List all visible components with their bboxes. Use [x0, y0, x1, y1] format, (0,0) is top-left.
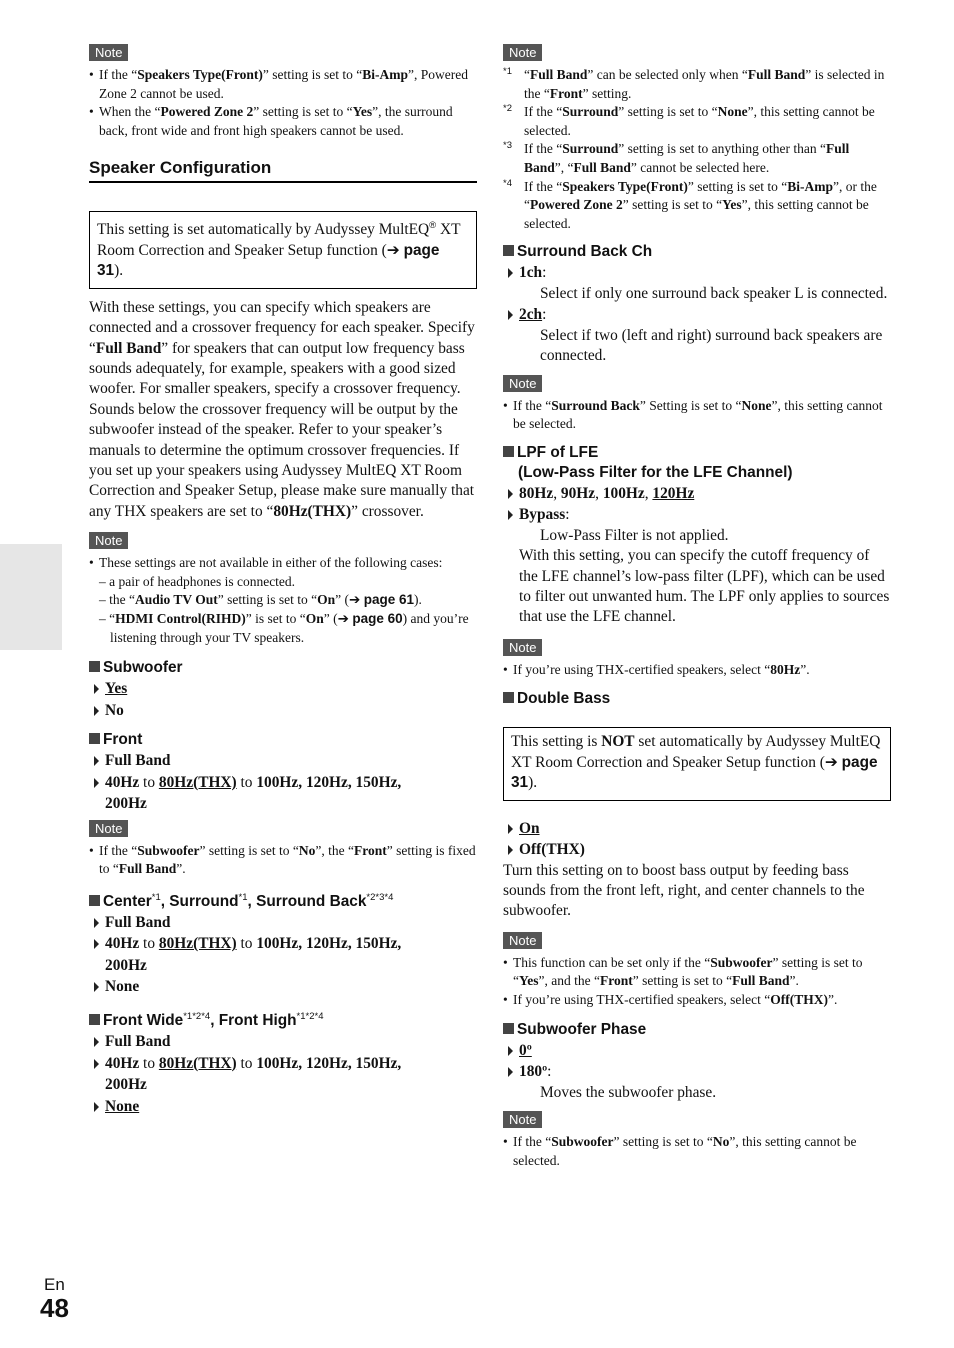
left-column [89, 44, 477, 1117]
square-bullet-icon [89, 661, 100, 672]
page-link[interactable]: page 31 [511, 753, 878, 792]
note-subitem: – “HDMI Control(RIHD)” is set to “On” (➔ page 60) and you’re listening through your TV speakers. [99, 610, 469, 645]
double-bass-setting [503, 689, 891, 921]
square-bullet-icon [89, 895, 100, 906]
setting-title: Double Bass [503, 689, 891, 709]
page-link[interactable]: page 31 [97, 241, 440, 280]
auto-setting-box: This setting is set automatically by Audyssey MultEQ® XT Room Correction and Speaker Setup function (➔ page 31). [89, 211, 477, 288]
footnote-list [503, 66, 891, 233]
option-full-band[interactable]: Full Band [89, 750, 477, 772]
manual-setting-box: This setting is NOT set automatically by Audyssey MultEQ XT Room Correction and Speaker Setup function (➔ page 31). [503, 727, 891, 800]
page-link[interactable]: page 61 [363, 592, 415, 608]
option-none[interactable]: None [89, 1096, 477, 1118]
note-item: • If the “Subwoofer” setting is set to “No”, the “Front” setting is fixed to “Full Band”. [89, 842, 477, 879]
page-link[interactable]: page 60 [352, 610, 403, 626]
option-0-degree[interactable]: 0º [503, 1040, 891, 1062]
square-bullet-icon [89, 733, 100, 744]
arrow-icon: ➔ [386, 241, 400, 259]
note-list [503, 954, 891, 1010]
note-subitem: – the “Audio TV Out” setting is set to “On” (➔ page 61). [99, 592, 422, 608]
square-bullet-icon [503, 1023, 514, 1034]
note-badge: Note [503, 44, 542, 61]
footnote: *2 If the “Surround” setting is set to “None”, this setting cannot be selected. [503, 103, 875, 138]
square-bullet-icon [89, 1014, 100, 1025]
front-setting [89, 730, 477, 815]
option-description: Select if two (left and right) surround back speakers are connected. [540, 326, 883, 365]
center-setting [89, 888, 477, 998]
option-frequency-list[interactable]: 80Hz, 90Hz, 100Hz, 120Hz [503, 483, 891, 505]
setting-title: Front [89, 730, 477, 750]
square-bullet-icon [503, 692, 514, 703]
setting-description: Turn this setting on to boost bass output by feeding bass sounds from the front left, right, and center channels to the subwoofer. [503, 861, 865, 920]
note-item: • If the “Speakers Type(Front)” setting is set to “Bi-Amp”, Powered Zone 2 cannot be used. [89, 66, 477, 103]
arrow-icon: ➔ [349, 592, 361, 608]
option-crossover-range[interactable]: 40Hz to 80Hz(THX) to 100Hz, 120Hz, 150Hz, 200Hz [89, 933, 477, 976]
front-wide-setting [89, 1007, 477, 1117]
note-item: • If you’re using THX-certified speakers, select “80Hz”. [503, 661, 891, 680]
note-list [89, 66, 477, 140]
option-crossover-range[interactable]: 40Hz to 80Hz(THX) to 100Hz, 120Hz, 150Hz, 200Hz [89, 772, 477, 815]
setting-description: With this setting, you can specify the cutoff frequency of the LFE channel’s low-pass filter (LPF), which can be used to filter out unwanted hum. The LPF only applies to sources that use the LFE channel. [519, 547, 890, 626]
page-language: En [44, 1275, 65, 1294]
option-description: Low-Pass Filter is not applied. [540, 526, 729, 544]
setting-title: LPF of LFE [503, 443, 891, 463]
right-column [503, 44, 891, 1170]
option-full-band[interactable]: Full Band [89, 912, 477, 934]
option-2ch[interactable]: 2ch: [503, 304, 891, 326]
subwoofer-setting [89, 658, 477, 721]
footnote: *1 “Full Band” can be selected only when “Full Band” is selected in the “Front” setting. [503, 66, 885, 101]
note-item: • These settings are not available in either of the following cases: [89, 554, 477, 573]
chapter-tab [0, 544, 62, 650]
lpf-of-lfe-setting [503, 443, 891, 628]
option-crossover-range[interactable]: 40Hz to 80Hz(THX) to 100Hz, 120Hz, 150Hz, 200Hz [89, 1053, 477, 1096]
note-badge: Note [89, 820, 128, 837]
option-off-thx[interactable]: Off(THX) [503, 839, 891, 861]
footnote: *4 If the “Speakers Type(Front)” setting is set to “Bi-Amp”, or the “Powered Zone 2” setting is set to “Yes”, this setting cannot be selected. [503, 177, 877, 231]
note-item: • This function can be set only if the “Subwoofer” setting is set to “Yes”, and the “Front” setting is set to “Full Band”. [503, 954, 891, 991]
option-no[interactable]: No [89, 700, 477, 722]
page-number: 48 [40, 1293, 69, 1323]
option-on[interactable]: On [503, 818, 891, 840]
note-badge: Note [503, 375, 542, 392]
setting-title: Front Wide$^{*1*2*4}$, Front High$^{*1*2*4}$ [89, 1007, 477, 1031]
note-badge: Note [503, 1111, 542, 1128]
arrow-icon: ➔ [824, 753, 838, 771]
setting-title: Subwoofer [89, 658, 477, 678]
note-item: • If the “Surround Back” Setting is set to “None”, this setting cannot be selected. [503, 397, 891, 434]
note-badge: Note [89, 44, 128, 61]
surround-back-ch-setting [503, 242, 891, 366]
setting-title: Surround Back Ch [503, 242, 891, 262]
option-description: Moves the subwoofer phase. [540, 1083, 717, 1101]
setting-title: Subwoofer Phase [503, 1020, 891, 1040]
note-list [89, 554, 477, 647]
option-none[interactable]: None [89, 976, 477, 998]
arrow-icon: ➔ [337, 610, 349, 626]
square-bullet-icon [503, 446, 514, 457]
footnote: *3 If the “Surround” setting is set to anything other than “Full Band”, “Full Band” cannot be selected here. [503, 140, 850, 175]
option-bypass[interactable]: Bypass: [503, 504, 891, 526]
note-item: • When the “Powered Zone 2” setting is set to “Yes”, the surround back, front wide and front high speakers cannot be used. [89, 103, 477, 140]
square-bullet-icon [503, 245, 514, 256]
intro-paragraph: With these settings, you can specify which speakers are connected and a crossover frequency for each speaker. Specify “Full Band” for speakers that can output low frequency bass sounds adequately, for example, speakers with a good sized woofer. For smaller speakers, specify a crossover frequency. Sounds below the crossover frequency will be output by the subwoofer instead of the speaker. Refer to your speaker’s manuals to determine the optimum crossover frequencies. If you set up your speakers using Audyssey MultEQ XT Room Correction and Speaker Setup, please make sure manually that any THX speakers are set to “80Hz(THX)” crossover. [89, 298, 475, 520]
setting-subtitle: (Low-Pass Filter for the LFE Channel) [518, 463, 793, 481]
note-badge: Note [503, 932, 542, 949]
note-badge: Note [89, 532, 128, 549]
note-item: • If you’re using THX-certified speakers, select “Off(THX)”. [503, 991, 891, 1010]
setting-title: Center$^{*1}$, Surround$^{*1}$, Surround Back$^{*2*3*4}$ [89, 888, 477, 912]
note-item: • If the “Subwoofer” setting is set to “No”, this setting cannot be selected. [503, 1133, 891, 1170]
option-description: Select if only one surround back speaker L is connected. [540, 284, 888, 302]
note-badge: Note [503, 639, 542, 656]
option-yes[interactable]: Yes [89, 678, 477, 700]
note-subitem: – a pair of headphones is connected. [99, 573, 296, 589]
option-1ch[interactable]: 1ch: [503, 262, 891, 284]
subwoofer-phase-setting [503, 1020, 891, 1103]
option-180-degree[interactable]: 180º: [503, 1061, 891, 1083]
section-title: Speaker Configuration [89, 158, 477, 183]
option-full-band[interactable]: Full Band [89, 1031, 477, 1053]
